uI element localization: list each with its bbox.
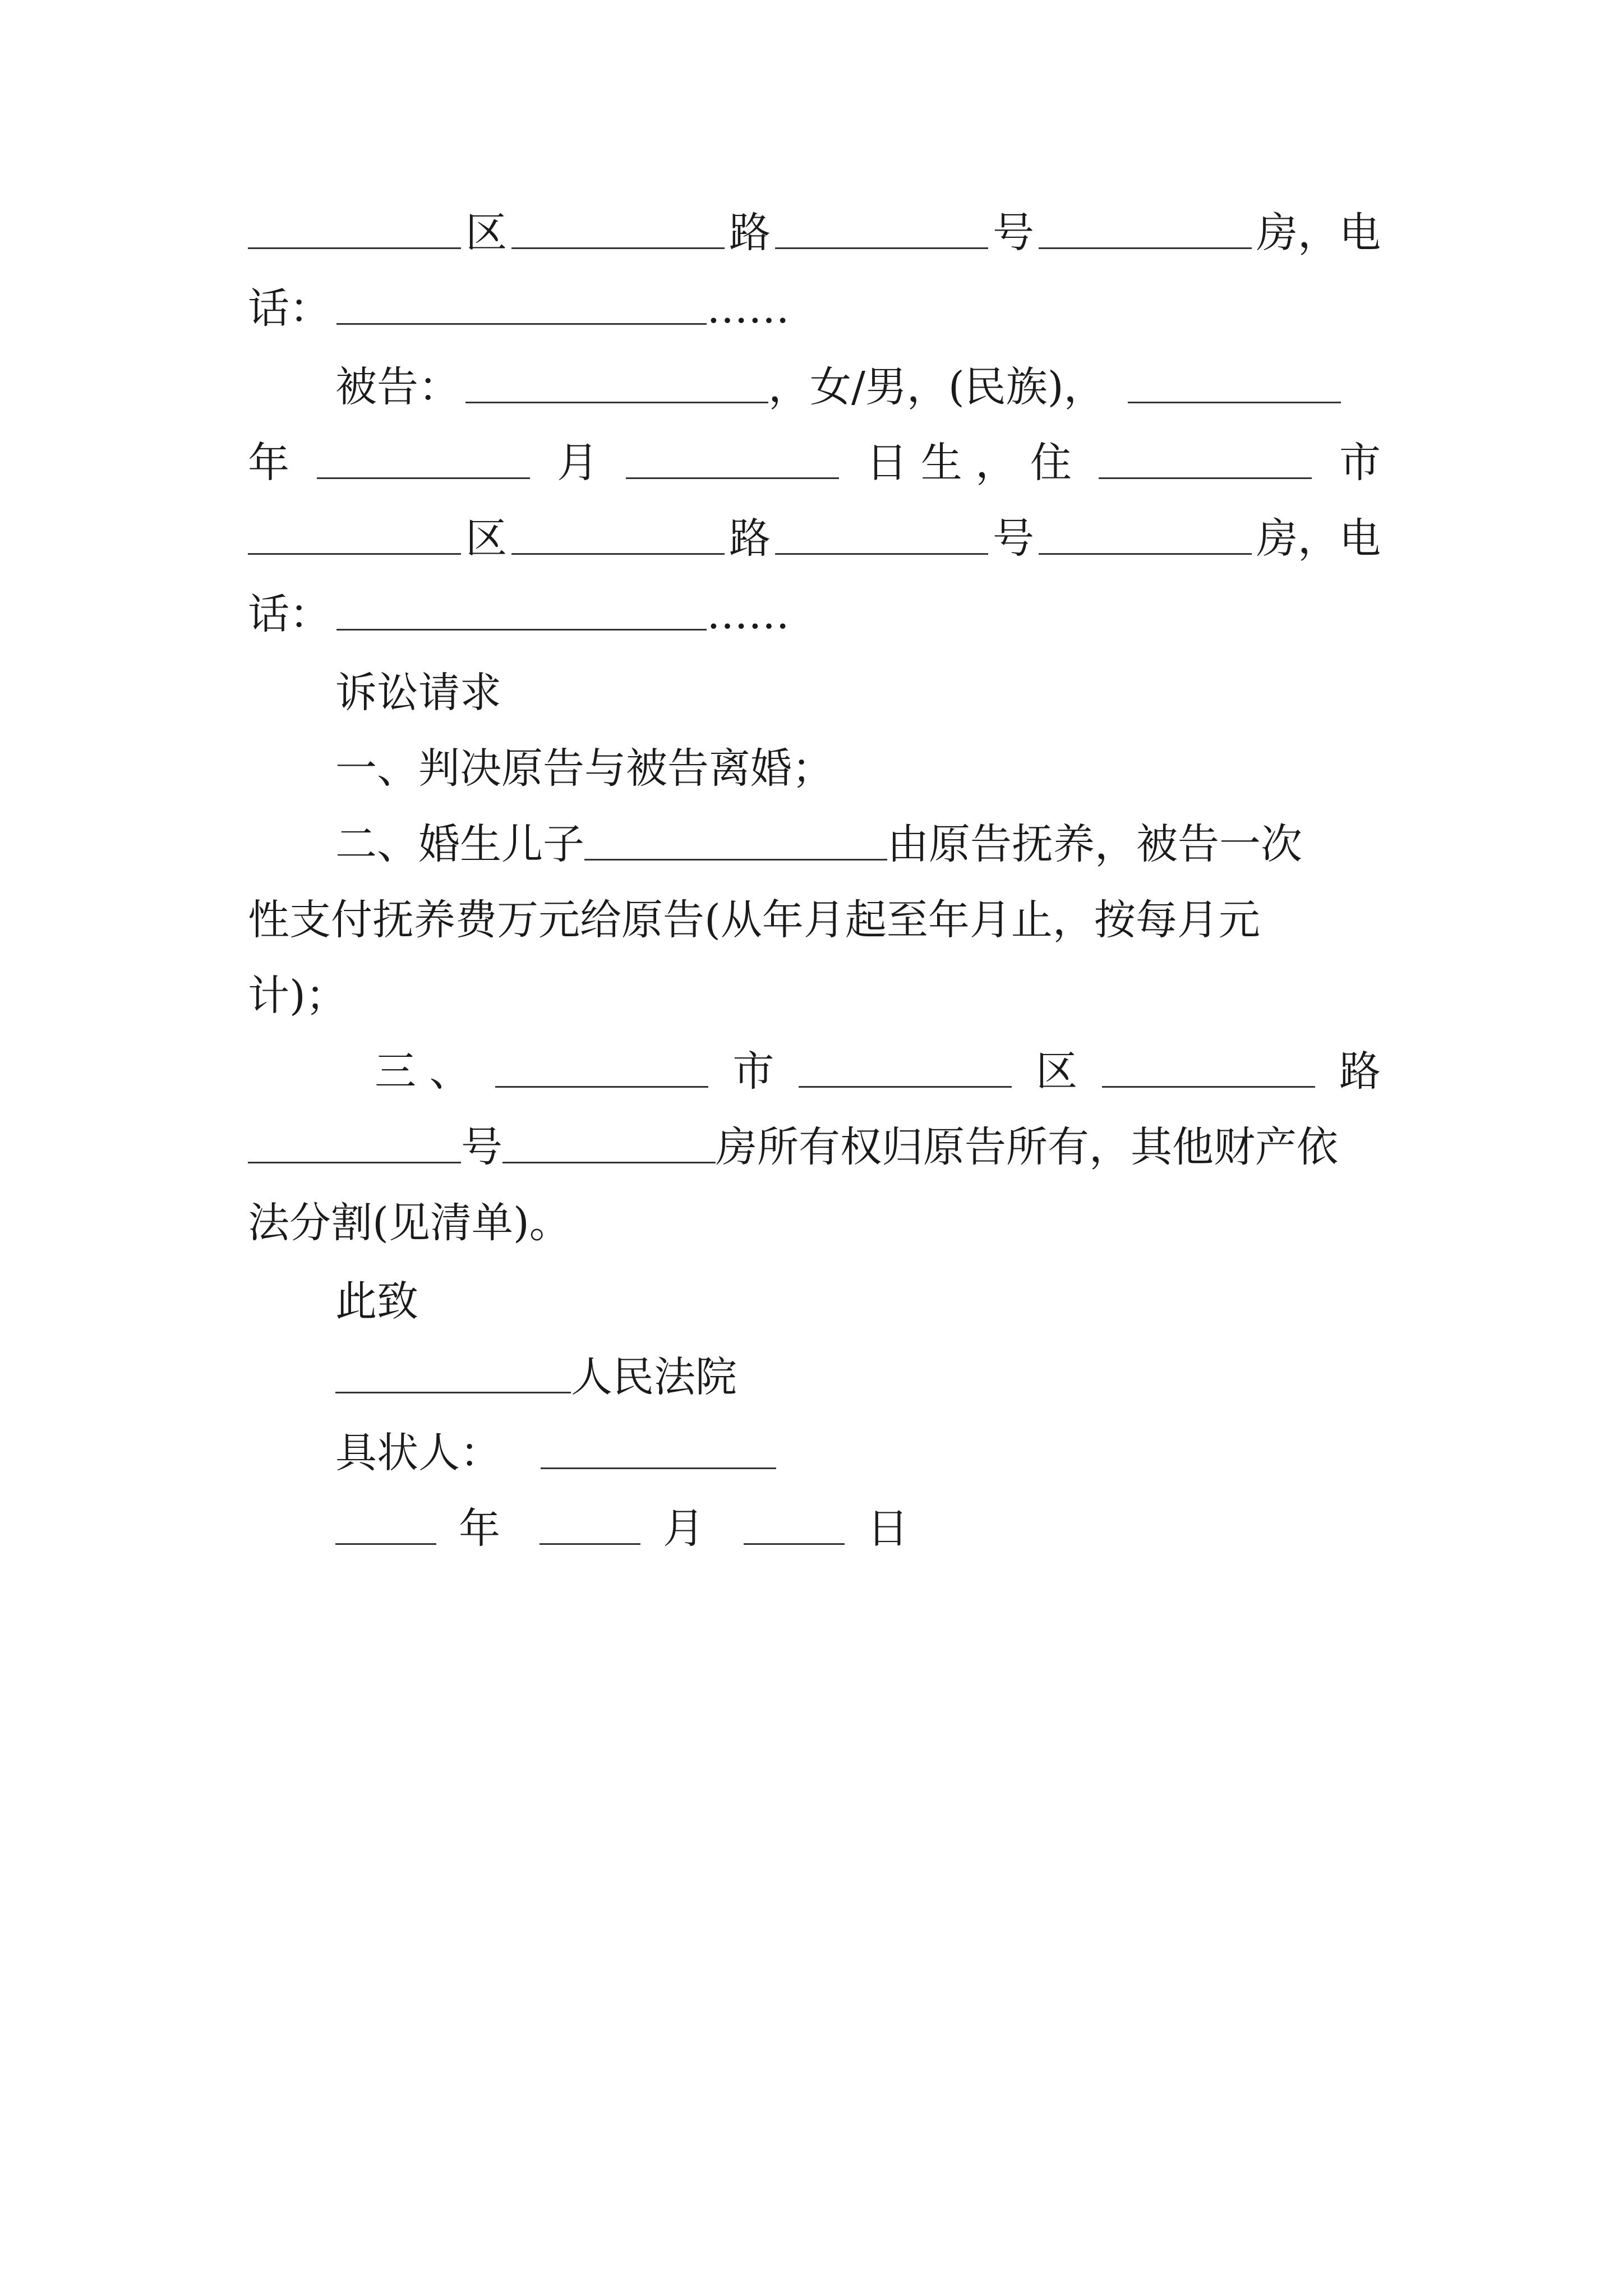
city-blank[interactable] bbox=[495, 1086, 708, 1088]
court-label: 人民法院 bbox=[571, 1353, 737, 1401]
label-number: 号 bbox=[461, 1123, 502, 1171]
claim-3-prefix: 三 、 bbox=[375, 1047, 471, 1096]
label-district: 区 bbox=[1036, 1047, 1078, 1096]
label-district: 区 bbox=[465, 209, 507, 257]
plaintiff-phone-line bbox=[248, 280, 1381, 337]
label-month: 月 bbox=[663, 1504, 704, 1553]
salutation: 此致 bbox=[335, 1277, 418, 1326]
blank-field[interactable] bbox=[248, 553, 461, 555]
plaintiff-address-line bbox=[248, 205, 1381, 261]
label-number: 号 bbox=[993, 514, 1034, 563]
phone-blank[interactable] bbox=[336, 323, 707, 325]
blank-field[interactable] bbox=[775, 247, 988, 249]
defendant-phone-line bbox=[248, 586, 1381, 642]
claims-heading: 诉讼请求 bbox=[335, 669, 501, 717]
birth-day-blank[interactable] bbox=[626, 477, 839, 479]
court-name-blank[interactable] bbox=[335, 1392, 571, 1393]
ellipsis: …… bbox=[707, 284, 790, 333]
claim-item-2 bbox=[335, 816, 1381, 872]
defendant-line bbox=[335, 359, 1381, 415]
label-number: 号 bbox=[993, 209, 1034, 257]
claim-2-suffix: 由原告抚养，被告一次 bbox=[887, 820, 1302, 868]
label-phone: 话： bbox=[248, 284, 331, 333]
label-room-phone: 房，电 bbox=[1256, 209, 1381, 257]
blank-field[interactable] bbox=[511, 247, 725, 249]
label-road: 路 bbox=[729, 514, 771, 563]
birth-month-blank[interactable] bbox=[317, 477, 530, 479]
signer-label: 具状人： bbox=[335, 1429, 501, 1477]
label-birth-residence: 日 生 ， 住 bbox=[866, 439, 1072, 487]
room-blank[interactable] bbox=[502, 1162, 716, 1163]
birth-year-blank[interactable] bbox=[1128, 402, 1341, 403]
defendant-address-line bbox=[248, 510, 1381, 567]
label-year: 年 bbox=[248, 439, 289, 487]
signer-line bbox=[335, 1425, 1381, 1481]
claim-item-3-line2 bbox=[248, 1119, 1381, 1175]
defendant-label: 被告： bbox=[335, 363, 460, 411]
label-year: 年 bbox=[459, 1504, 500, 1553]
signer-blank[interactable] bbox=[541, 1467, 776, 1469]
date-year-blank[interactable] bbox=[335, 1543, 436, 1545]
district-blank[interactable] bbox=[799, 1086, 1012, 1088]
blank-field[interactable] bbox=[248, 247, 461, 249]
claim-item-2-line3: 计)； bbox=[248, 972, 347, 1020]
label-day: 日 bbox=[867, 1504, 909, 1553]
label-city: 市 bbox=[1339, 439, 1381, 487]
claim-3-suffix: 房所有权归原告所有，其他财产依 bbox=[716, 1123, 1338, 1171]
number-blank[interactable] bbox=[248, 1162, 461, 1163]
defendant-gender: ，女/男，(民族)， bbox=[768, 363, 1105, 411]
date-month-blank[interactable] bbox=[540, 1543, 640, 1545]
blank-field[interactable] bbox=[511, 553, 725, 555]
label-road: 路 bbox=[729, 209, 771, 257]
son-name-blank[interactable] bbox=[584, 859, 887, 861]
claim-item-2-line2: 性支付抚养费万元给原告(从年月起至年月止，按每月元 bbox=[248, 896, 1260, 944]
blank-field[interactable] bbox=[775, 553, 988, 555]
label-road: 路 bbox=[1339, 1047, 1381, 1096]
claim-item-3-line3: 法分割(见清单)。 bbox=[248, 1199, 571, 1247]
court-line bbox=[335, 1349, 1381, 1405]
road-blank[interactable] bbox=[1102, 1086, 1315, 1088]
blank-field[interactable] bbox=[1039, 553, 1252, 555]
defendant-birth-line bbox=[248, 435, 1381, 491]
label-room-phone: 房，电 bbox=[1256, 514, 1381, 563]
claim-item-1: 一、判决原告与被告离婚； bbox=[335, 744, 833, 793]
label-phone: 话： bbox=[248, 590, 331, 638]
label-city: 市 bbox=[732, 1047, 774, 1096]
claim-item-3 bbox=[375, 1043, 1381, 1099]
blank-field[interactable] bbox=[1039, 247, 1252, 249]
ellipsis: …… bbox=[707, 590, 790, 638]
defendant-name-blank[interactable] bbox=[465, 402, 768, 403]
phone-blank[interactable] bbox=[336, 629, 707, 631]
date-line bbox=[335, 1501, 1381, 1557]
label-month: 月 bbox=[557, 439, 599, 487]
date-day-blank[interactable] bbox=[744, 1543, 845, 1545]
claim-2-prefix: 二、婚生儿子 bbox=[335, 820, 584, 868]
label-district: 区 bbox=[465, 514, 507, 563]
city-blank[interactable] bbox=[1099, 477, 1312, 479]
